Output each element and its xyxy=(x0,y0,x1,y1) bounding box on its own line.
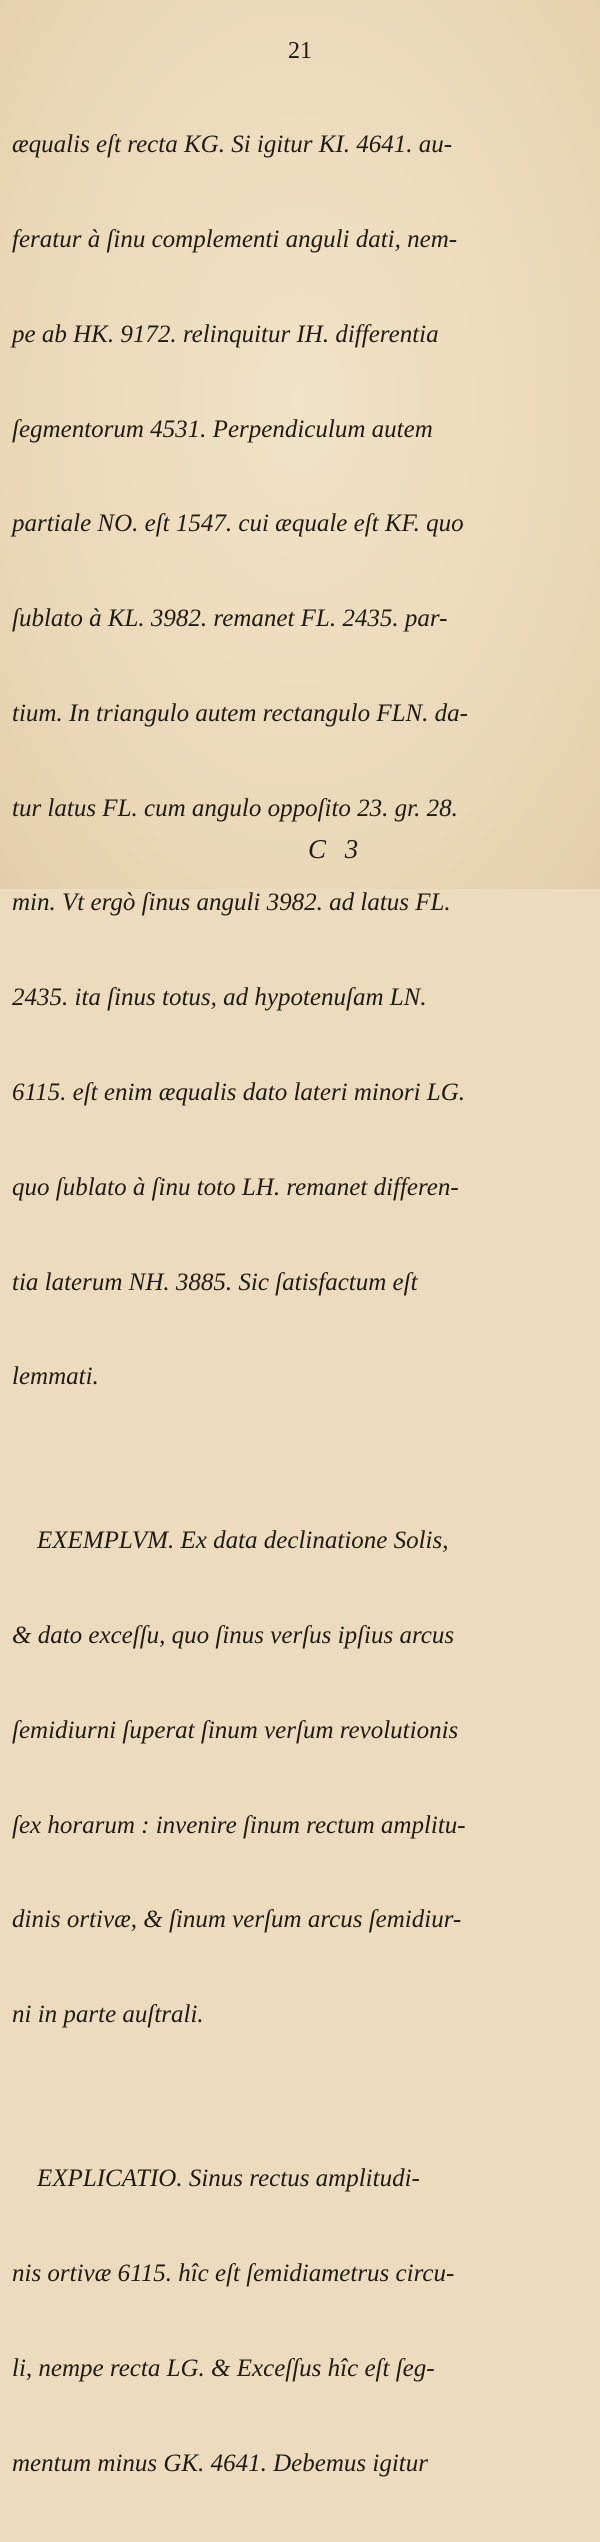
paragraph-gap xyxy=(12,2094,518,2100)
page-number: 21 xyxy=(288,38,312,64)
exemplum-line: ſemidiurni ſuperat ſinum verſum revolutionis xyxy=(12,1716,459,1744)
text-line: feratur à ſinu complementi anguli dati, nem- xyxy=(12,225,458,253)
text-line: ſublato à KL. 3982. remanet FL. 2435. par- xyxy=(12,605,448,633)
text-line: tia laterum NH. 3885. Sic ſatisfactum eſt xyxy=(12,1268,418,1296)
text-line: lemmati. xyxy=(12,1363,99,1391)
text-line: ſegmentorum 4531. Perpendiculum autem xyxy=(12,415,433,443)
text-line: tium. In triangulo autem rectangulo FLN. da- xyxy=(12,699,468,727)
text-line: tur latus FL. cum angulo oppoſito 23. gr. 28. xyxy=(12,794,458,822)
paragraph-gap xyxy=(12,1456,518,1462)
explicatio-line: li, nempe recta LG. & Exceſſus hîc eſt ſeg- xyxy=(12,2354,435,2382)
text-line: pe ab HK. 9172. relinquitur IH. differentia xyxy=(12,320,439,348)
text-line: quo ſublato à ſinu toto LH. remanet differen- xyxy=(12,1173,459,1201)
text-line: partiale NO. eſt 1547. cui æquale eſt KF. quo xyxy=(12,510,464,538)
text-line: 2435. ita ſinus totus, ad hypotenuſam LN. xyxy=(12,984,427,1012)
explicatio-line: mentum minus GK. 4641. Debemus igitur xyxy=(12,2449,428,2477)
body-text xyxy=(12,66,518,2542)
explicatio-line: EXPLICATIO. Sinus rectus amplitudi- xyxy=(12,2165,420,2193)
exemplum-line: EXEMPLVM. Ex data declinatione Solis, xyxy=(12,1527,449,1555)
explicatio-line: nis ortivæ 6115. hîc eſt ſemidiametrus circu- xyxy=(12,2259,455,2287)
text-line: 6115. eſt enim æqualis dato lateri minori LG. xyxy=(12,1079,466,1106)
text-line: min. Vt ergò ſinus anguli 3982. ad latus FL. xyxy=(12,889,451,917)
text-line: æqualis eſt recta KG. Si igitur KI. 4641. au- xyxy=(12,131,453,159)
exemplum-line: ſex horarum : invenire ſinum rectum amplitu- xyxy=(12,1811,466,1839)
exemplum-line: dinis ortivæ, & ſinum verſum arcus ſemidiur- xyxy=(12,1906,462,1934)
exemplum-line: ni in parte auſtrali. xyxy=(12,2001,204,2029)
signature-mark: C 3 xyxy=(308,834,365,864)
exemplum-line: & dato exceſſu, quo ſinus verſus ipſius arcus xyxy=(12,1622,455,1650)
